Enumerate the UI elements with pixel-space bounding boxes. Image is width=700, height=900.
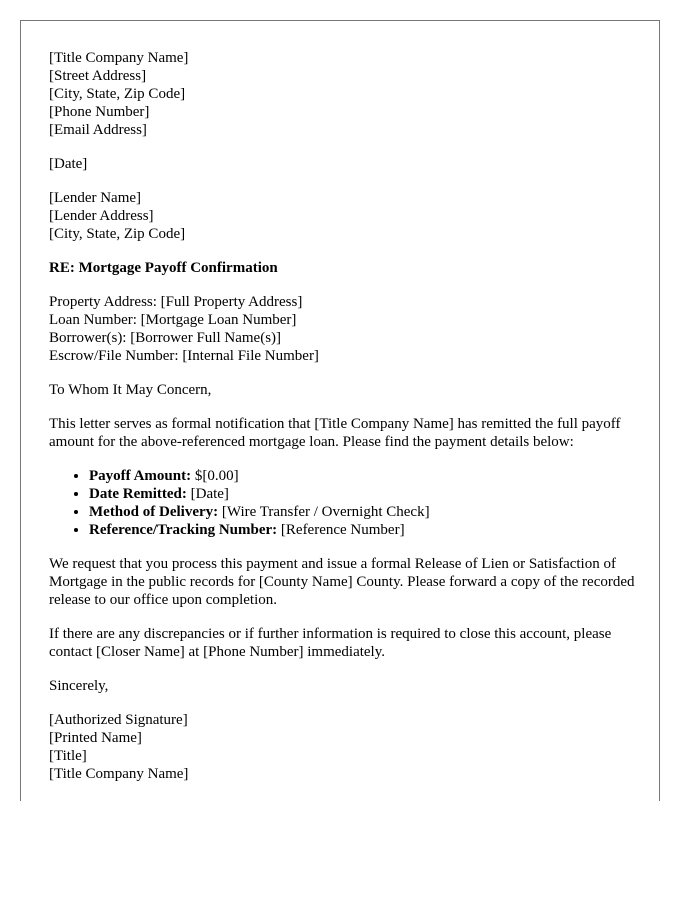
reference-value: [Borrower Full Name(s)]: [130, 330, 282, 346]
sender-email: [Email Address]: [49, 122, 147, 138]
contact-paragraph: If there are any discrepancies or if further information is required to close this account, please contact [Closer Name] at [Phone Number] immediately.: [49, 626, 612, 660]
payment-detail-value: [Reference Number]: [280, 522, 405, 538]
reference-label: Escrow/File Number:: [49, 348, 179, 364]
reference-value: [Full Property Address]: [160, 294, 303, 310]
signer-company: [Title Company Name]: [49, 766, 189, 782]
reference-label: Borrower(s):: [49, 330, 127, 346]
request-paragraph: We request that you process this payment and issue a formal Release of Lien or Satisfaction of Mortgage in the public records for [County Name] County. Please forward a copy of the recorded release to our office upon completion.: [49, 556, 635, 608]
intro-paragraph: This letter serves as formal notification that [Title Company Name] has remitted the full payoff amount for the above-referenced mortgage loan. Please find the payment details below:: [49, 416, 621, 450]
sender-city: [City, State, Zip Code]: [49, 86, 186, 102]
letter-content: [49, 49, 639, 783]
sender-phone: [Phone Number]: [49, 104, 150, 120]
recipient-city: [City, State, Zip Code]: [49, 226, 186, 242]
payment-detail-label: Method of Delivery:: [89, 504, 219, 520]
payment-detail-item: [89, 485, 639, 503]
recipient-name: [Lender Name]: [49, 190, 142, 206]
subject-line: RE: Mortgage Payoff Confirmation: [49, 260, 278, 276]
payment-detail-value: [Wire Transfer / Overnight Check]: [221, 504, 430, 520]
signer-title: [Title]: [49, 748, 87, 764]
sender-street: [Street Address]: [49, 68, 147, 84]
sender-company: [Title Company Name]: [49, 50, 189, 66]
payment-details-list: [49, 467, 639, 539]
reference-label: Loan Number:: [49, 312, 137, 328]
recipient-address: [Lender Address]: [49, 208, 154, 224]
payment-detail-item: [89, 503, 639, 521]
reference-block: [49, 293, 639, 365]
reference-line: [49, 329, 639, 347]
payment-detail-label: Payoff Amount:: [89, 468, 192, 484]
letter-date: [Date]: [49, 156, 88, 172]
reference-line: [49, 293, 639, 311]
authorized-signature: [Authorized Signature]: [49, 712, 188, 728]
salutation: To Whom It May Concern,: [49, 382, 212, 398]
date-block: [49, 155, 639, 173]
payment-detail-item: [89, 521, 639, 539]
sender-block: [49, 49, 639, 139]
letter-page: [20, 20, 660, 801]
payment-detail-label: Date Remitted:: [89, 486, 187, 502]
closing: Sincerely,: [49, 678, 109, 694]
reference-line: [49, 347, 639, 365]
printed-name: [Printed Name]: [49, 730, 142, 746]
payment-detail-item: [89, 467, 639, 485]
reference-value: [Mortgage Loan Number]: [140, 312, 297, 328]
recipient-block: [49, 189, 639, 243]
signature-block: [49, 711, 639, 783]
reference-label: Property Address:: [49, 294, 157, 310]
payment-detail-value: $[0.00]: [194, 468, 239, 484]
reference-line: [49, 311, 639, 329]
payment-detail-label: Reference/Tracking Number:: [89, 522, 278, 538]
reference-value: [Internal File Number]: [182, 348, 319, 364]
payment-detail-value: [Date]: [190, 486, 229, 502]
